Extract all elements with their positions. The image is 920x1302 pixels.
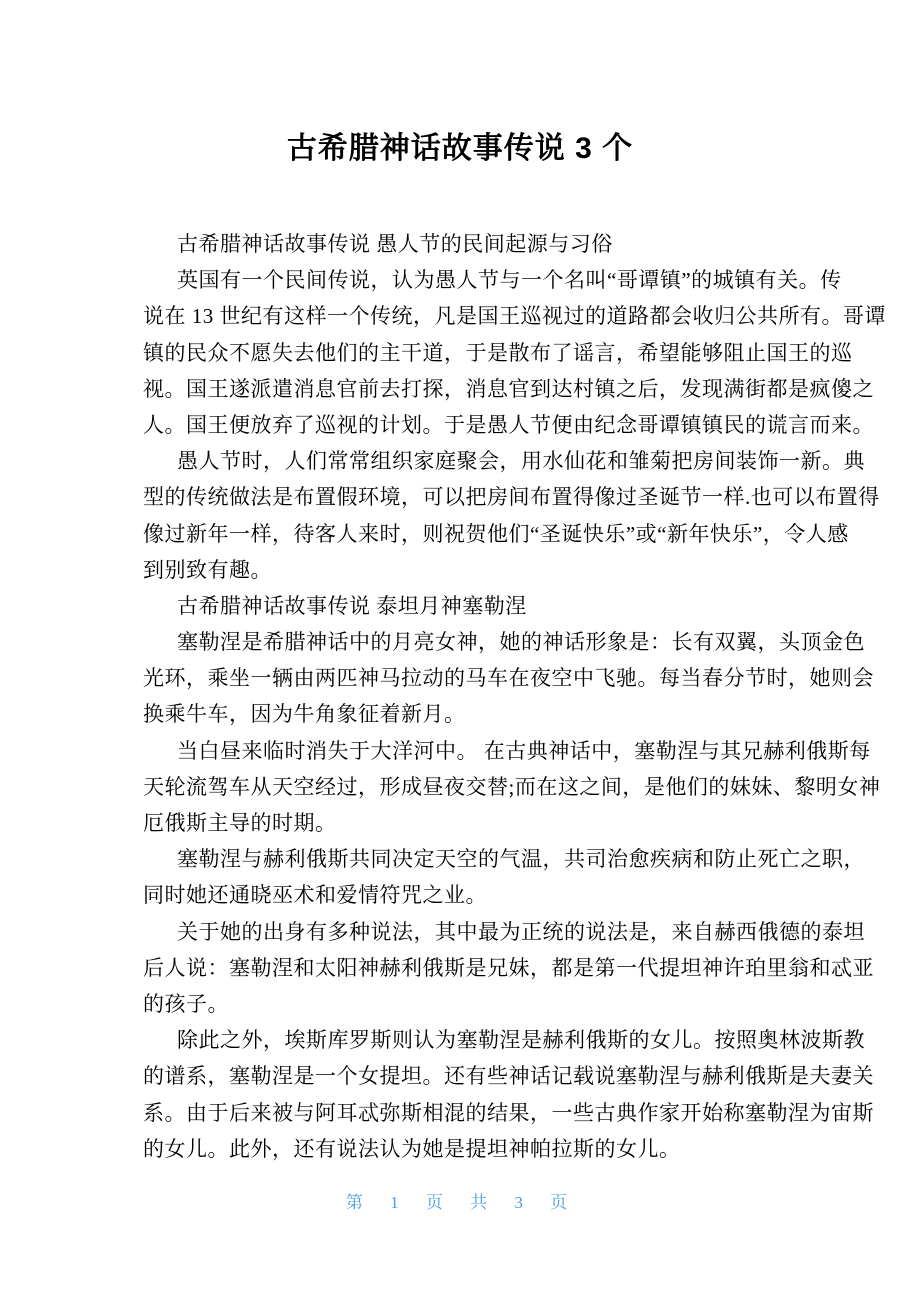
text-line: 光环，乘坐一辆由两匹神马拉动的马车在夜空中飞驰。每当春分节时，她则会: [143, 666, 874, 691]
text-line: 厄俄斯主导的时期。: [143, 811, 337, 835]
section-subtitle: [143, 226, 783, 262]
text-line: 型的传统做法是布置假环境，可以把房间布置得像过圣诞节一样.也可以布置得: [143, 485, 880, 510]
text-line: 说在 13 世纪有这样一个传统，凡是国王巡视过的道路都会收归公共所有。哥谭: [143, 304, 886, 329]
text-line: 愚人节时，人们常常组织家庭聚会，用水仙花和雏菊把房间装饰一新。典: [177, 449, 865, 474]
text-line: 像过新年一样，待客人来时，则祝贺他们“圣诞快乐”或“新年快乐”，令人感: [143, 521, 849, 546]
body-paragraph: [143, 733, 881, 842]
text-line: 天轮流驾车从天空经过，形成昼夜交替;而在这之间，是他们的妹妹、黎明女神: [143, 774, 881, 799]
text-line: 系。由于后来被与阿耳忒弥斯相混的结果，一些古典作家开始称塞勒涅为宙斯: [143, 1100, 874, 1125]
text-line: 同时她还通晓巫术和爱情符咒之业。: [143, 883, 487, 908]
text-line: 视。国王遂派遣消息官前去打探，消息官到达村镇之后，发现满街都是疯傻之: [143, 376, 874, 401]
text-line: 古希腊神话故事传说 泰坦月神塞勒涅: [177, 593, 527, 618]
document-body: [143, 226, 886, 1167]
text-line: 的女儿。此外，还有说法认为她是提坦神帕拉斯的女儿。: [143, 1136, 681, 1161]
text-line: 的孩子。: [143, 991, 229, 1016]
text-line: 换乘牛车，因为牛角象征着新月。: [143, 702, 466, 727]
text-line: 到别致有趣。: [143, 557, 272, 582]
text-line: 的谱系，塞勒涅是一个女提坦。还有些神话记载说塞勒涅与赫利俄斯是夫妻关: [143, 1064, 874, 1089]
section-subtitle: [143, 588, 783, 624]
text-line: 当白昼来临时消失于大洋河中。 在古典神话中，塞勒涅与其兄赫利俄斯每: [177, 738, 871, 763]
page-footer: [0, 1190, 920, 1216]
text-line: 关于她的出身有多种说法，其中最为正统的说法是，来自赫西俄德的泰坦: [177, 919, 865, 944]
page-number-indicator: 第 1 页 共 3 页: [345, 1193, 575, 1212]
text-line: 塞勒涅是希腊神话中的月亮女神，她的神话形象是：长有双翼，头顶金色: [177, 630, 865, 655]
body-paragraph: [143, 443, 880, 588]
text-line: 除此之外，埃斯库罗斯则认为塞勒涅是赫利俄斯的女儿。按照奥林波斯教: [177, 1028, 865, 1053]
text-line: 后人说：塞勒涅和太阳神赫利俄斯是兄妹，都是第一代提坦神许珀里翁和忒亚: [143, 955, 874, 980]
text-line: 古希腊神话故事传说 愚人节的民间起源与习俗: [177, 232, 613, 256]
body-paragraph: [143, 1022, 874, 1167]
body-paragraph: [143, 262, 886, 443]
text-line: 英国有一个民间传说，认为愚人节与一个名叫“哥谭镇”的城镇有关。传: [177, 268, 842, 293]
body-paragraph: [143, 624, 874, 733]
body-paragraph: [143, 841, 865, 913]
text-line: 塞勒涅与赫利俄斯共同决定天空的气温，共司治愈疾病和防止死亡之职，: [177, 847, 865, 872]
text-line: 镇的民众不愿失去他们的主干道，于是散布了谣言，希望能够阻止国王的巡: [143, 340, 853, 365]
text-line: 人。国王便放弃了巡视的计划。于是愚人节便由纪念哥谭镇镇民的谎言而来。: [143, 412, 874, 437]
body-paragraph: [143, 914, 874, 1023]
document-title: 古希腊神话故事传说 3 个: [286, 132, 634, 165]
